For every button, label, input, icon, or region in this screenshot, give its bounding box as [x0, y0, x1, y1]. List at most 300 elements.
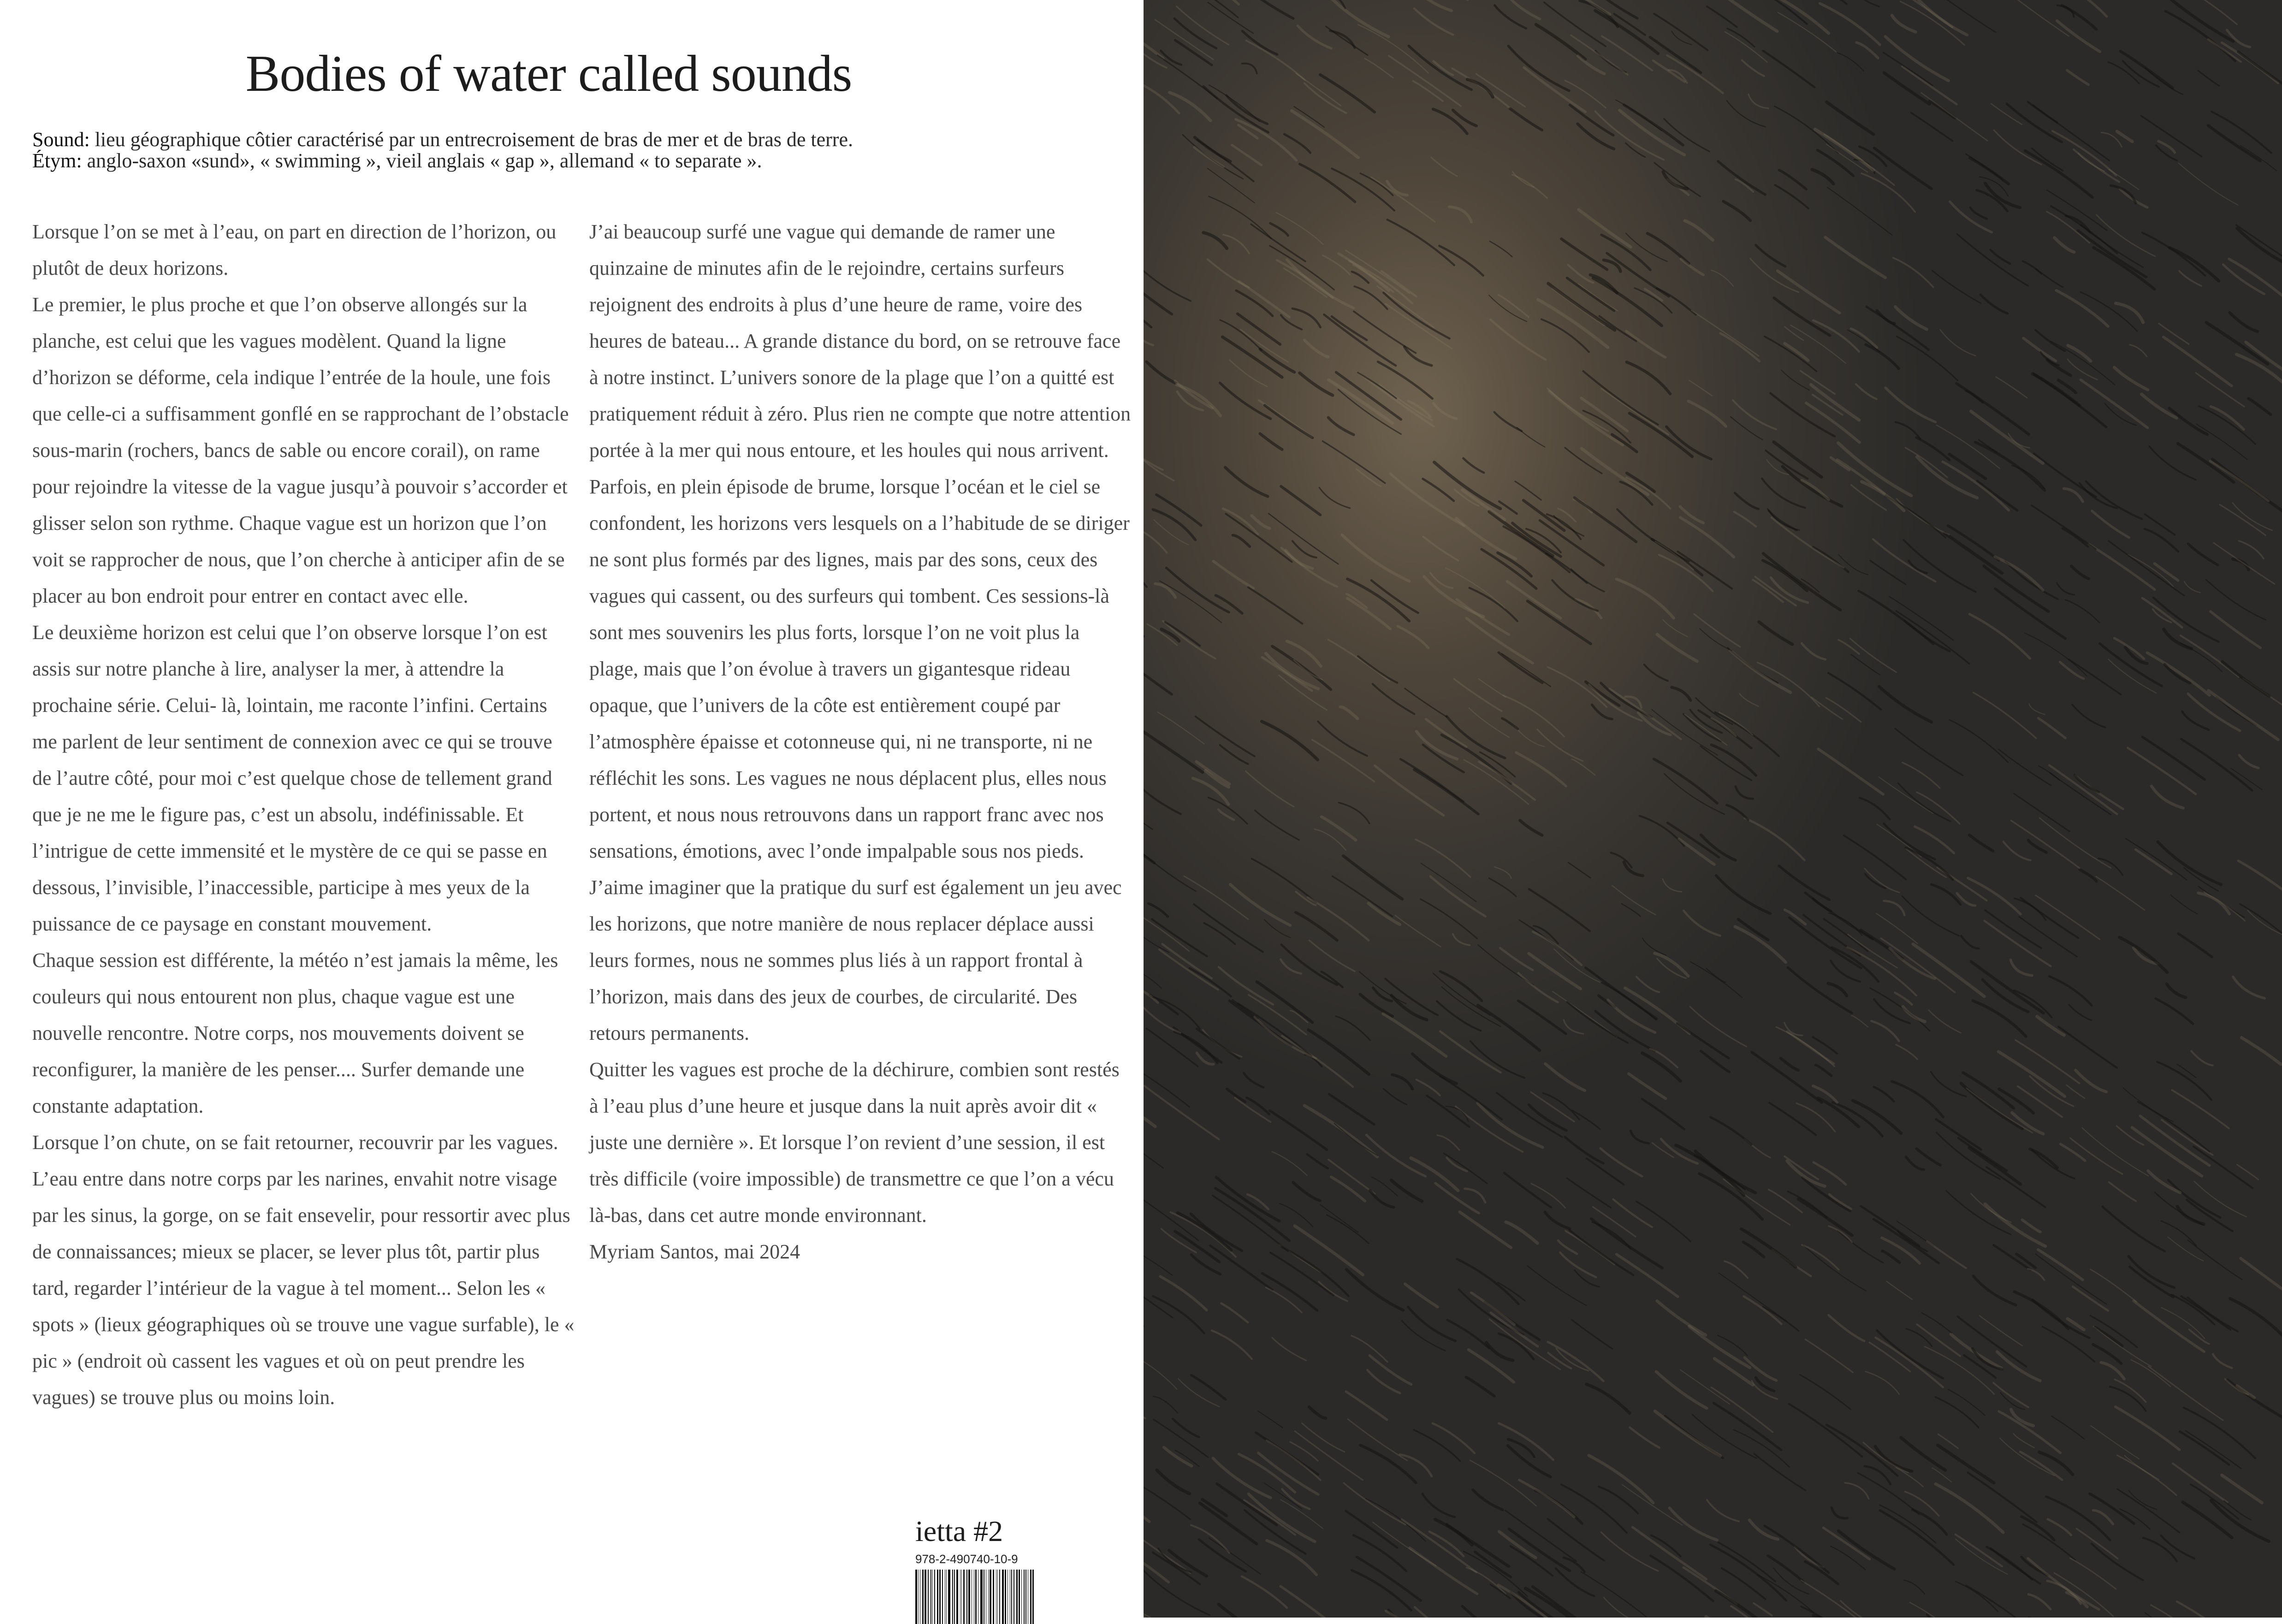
- ripple-stroke: [1977, 481, 2017, 510]
- ripple-stroke: [1561, 1485, 1627, 1533]
- ripple-stroke: [1414, 770, 1478, 814]
- ripple-stroke: [1242, 64, 1257, 74]
- ripple-stroke: [1851, 329, 1877, 348]
- ripple-stroke: [1932, 271, 1981, 303]
- ripple-stroke: [1734, 512, 1756, 527]
- ripple-stroke: [1917, 1324, 1960, 1356]
- ripple-stroke: [1144, 1568, 1210, 1615]
- ripple-stroke: [1144, 556, 1147, 587]
- ripple-stroke: [1663, 620, 1688, 637]
- ripple-stroke: [1528, 1266, 1587, 1305]
- ripple-stroke: [1910, 1602, 1960, 1618]
- ripple-stroke: [2049, 976, 2092, 1006]
- ripple-stroke: [2239, 755, 2258, 768]
- ripple-stroke: [2098, 859, 2123, 875]
- ripple-stroke: [1260, 434, 1282, 450]
- ripple-stroke: [1244, 1073, 1264, 1087]
- ripple-stroke: [2090, 1494, 2134, 1524]
- ripple-stroke: [1440, 246, 1483, 275]
- barcode-bar: [934, 1570, 935, 1624]
- ripple-stroke: [1630, 413, 1692, 456]
- barcode-bar: [952, 1570, 953, 1624]
- ripple-stroke: [1281, 486, 1320, 515]
- ripple-stroke: [1935, 1397, 1979, 1428]
- ripple-stroke: [1980, 1316, 2022, 1345]
- ripple-stroke: [1389, 56, 1461, 106]
- ripple-stroke: [1831, 1547, 1865, 1570]
- ripple-stroke: [1506, 1511, 1577, 1561]
- ripple-stroke: [1383, 1014, 1446, 1056]
- ripple-stroke: [1860, 798, 1890, 819]
- ripple-stroke: [1223, 509, 1258, 534]
- ripple-stroke: [1901, 1438, 1945, 1470]
- ripple-stroke: [1270, 246, 1334, 290]
- ripple-stroke: [1812, 697, 1843, 719]
- ripple-stroke: [1781, 1058, 1799, 1070]
- ripple-stroke: [1985, 910, 2041, 948]
- ripple-stroke: [1689, 380, 1712, 396]
- ripple-stroke: [2093, 1510, 2113, 1524]
- ripple-stroke: [1236, 290, 1273, 316]
- ripple-stroke: [1529, 889, 1590, 931]
- ripple-stroke: [2248, 398, 2270, 415]
- ripple-stroke: [1417, 1079, 1440, 1095]
- ripple-stroke: [2116, 1407, 2180, 1450]
- ripple-stroke: [2184, 868, 2218, 891]
- ripple-stroke: [1320, 75, 1375, 112]
- ripple-stroke: [1916, 1149, 1940, 1165]
- ripple-stroke: [1595, 11, 1658, 53]
- ripple-stroke: [2181, 1296, 2231, 1330]
- ripple-stroke: [1853, 0, 1879, 6]
- ripple-stroke: [1904, 1580, 1925, 1594]
- ripple-stroke: [1714, 1358, 1753, 1385]
- ripple-stroke: [1958, 1138, 2007, 1171]
- ripple-stroke: [2168, 1180, 2220, 1218]
- ripple-stroke: [2051, 1416, 2084, 1439]
- ripple-stroke: [1460, 1212, 1511, 1247]
- ripple-stroke: [1617, 1254, 1678, 1297]
- ripple-stroke: [1524, 67, 1585, 112]
- ripple-stroke: [1462, 1606, 1511, 1618]
- ripple-stroke: [2014, 1434, 2034, 1447]
- ripple-stroke: [1144, 302, 1151, 327]
- ripple-stroke: [1499, 501, 1517, 514]
- ripple-stroke: [1800, 1375, 1850, 1409]
- ripple-stroke: [2046, 1497, 2110, 1541]
- definition-term: Étym:: [32, 149, 82, 172]
- ripple-stroke: [1961, 936, 1979, 948]
- ripple-stroke: [1811, 385, 1859, 420]
- ripple-stroke: [2080, 870, 2096, 881]
- ripple-stroke: [1851, 655, 1880, 675]
- ripple-stroke: [1358, 24, 1428, 73]
- ripple-stroke: [1727, 805, 1749, 820]
- ripple-stroke: [1856, 384, 1877, 399]
- ripple-stroke: [1755, 577, 1796, 605]
- ripple-stroke: [1745, 818, 1805, 860]
- ripple-stroke: [1570, 105, 1613, 136]
- ripple-stroke: [1826, 1425, 1897, 1476]
- isbn-number: 978-2-490740-10-9: [915, 1551, 1035, 1567]
- ripple-stroke: [1720, 333, 1760, 362]
- ripple-stroke: [2095, 1327, 2122, 1346]
- ripple-stroke: [1915, 827, 1954, 853]
- ripple-stroke: [2072, 705, 2105, 727]
- ripple-stroke: [1879, 777, 1933, 813]
- ripple-stroke: [2237, 1386, 2254, 1398]
- ripple-stroke: [2120, 1509, 2150, 1529]
- definition-text: anglo-saxon «sund», « swimming », vieil anglais « gap », allemand « to separate ».: [82, 149, 762, 172]
- ripple-stroke: [1841, 1601, 1881, 1618]
- ripple-stroke: [1831, 457, 1849, 470]
- ripple-stroke: [1829, 1315, 1865, 1341]
- ripple-stroke: [2032, 148, 2063, 171]
- ripple-stroke: [1149, 903, 1168, 916]
- ripple-stroke: [1489, 295, 1527, 321]
- ripple-stroke: [1895, 307, 1926, 329]
- ripple-stroke: [1304, 340, 1328, 357]
- ripple-stroke: [1222, 337, 1282, 378]
- ripple-stroke: [1727, 101, 1766, 127]
- ripple-stroke: [1719, 1273, 1787, 1321]
- barcode-bar: [1024, 1570, 1025, 1624]
- ripple-stroke: [1897, 337, 1957, 380]
- ripple-stroke: [1144, 1493, 1150, 1522]
- ripple-stroke: [2237, 228, 2282, 269]
- ripple-stroke: [1144, 985, 1158, 1002]
- ripple-stroke: [1292, 308, 1321, 327]
- barcode-bar: [925, 1570, 927, 1624]
- ripple-stroke: [1774, 298, 1830, 336]
- ripple-stroke: [2054, 1573, 2113, 1616]
- ripple-stroke: [1906, 848, 1953, 880]
- ripple-stroke: [1948, 1389, 1985, 1415]
- ripple-stroke: [1950, 454, 1986, 479]
- ripple-stroke: [1196, 717, 1255, 757]
- barcode-bar: [999, 1570, 1000, 1624]
- ripple-stroke: [1212, 1330, 1252, 1359]
- ripple-stroke: [2062, 6, 2097, 30]
- ripple-stroke: [1440, 1031, 1500, 1073]
- ripple-stroke: [1219, 1604, 1267, 1618]
- ripple-stroke: [1970, 158, 2009, 184]
- ripple-stroke: [1433, 109, 1467, 134]
- barcode-bar: [1025, 1570, 1026, 1624]
- ripple-stroke: [1518, 973, 1558, 1002]
- ripple-stroke: [1874, 148, 1932, 189]
- ripple-stroke: [1950, 720, 2008, 762]
- ripple-stroke: [1309, 940, 1355, 971]
- ripple-stroke: [1194, 147, 1223, 167]
- paragraph: Quitter les vagues est proche de la déchirure, combien sont restés à l’eau plus d’une heure et jusque dans la nuit après avoir dit « juste une dernière ». Et lorsque l’on revient d’une session, il est très difficile (voire impossible) de transmettre ce que l’on a vécu là-bas, dans cet autre monde environnant.: [589, 1051, 1133, 1233]
- ripple-stroke: [1756, 245, 1785, 266]
- ripple-stroke: [1392, 1075, 1412, 1089]
- ripple-stroke: [2011, 960, 2032, 976]
- ripple-stroke: [1922, 1313, 1951, 1333]
- ripple-stroke: [2178, 934, 2212, 957]
- ripple-stroke: [1636, 977, 1660, 992]
- ripple-stroke: [1875, 1446, 1912, 1471]
- ripple-stroke: [2056, 0, 2107, 17]
- ripple-stroke: [2222, 1475, 2262, 1503]
- ripple-stroke: [1315, 829, 1346, 850]
- ripple-stroke: [2179, 271, 2201, 286]
- ripple-stroke: [1556, 1569, 1594, 1596]
- ripple-stroke: [2199, 406, 2255, 444]
- ripple-stroke: [2186, 1431, 2241, 1469]
- ripple-stroke: [2078, 231, 2146, 277]
- ripple-stroke: [1895, 993, 1912, 1005]
- ripple-stroke: [1818, 749, 1883, 794]
- ripple-stroke: [1722, 1568, 1766, 1599]
- ripple-stroke: [1405, 347, 1432, 366]
- ripple-stroke: [1490, 241, 1512, 257]
- ripple-stroke: [1194, 904, 1263, 952]
- ripple-stroke: [1592, 705, 1612, 719]
- ripple-stroke: [1328, 417, 1354, 434]
- ripple-stroke: [1884, 824, 1935, 859]
- ripple-stroke: [1762, 479, 1805, 508]
- ripple-stroke: [2047, 360, 2071, 375]
- ripple-stroke: [2168, 1237, 2203, 1261]
- ripple-stroke: [1731, 651, 1790, 693]
- ripple-stroke: [1444, 1153, 1487, 1184]
- ripple-stroke: [1270, 223, 1288, 236]
- ripple-stroke: [1644, 664, 1668, 681]
- ripple-stroke: [1153, 1396, 1178, 1413]
- ripple-stroke: [1622, 1485, 1682, 1525]
- ripple-stroke: [2042, 1327, 2094, 1362]
- ripple-stroke: [2080, 483, 2117, 508]
- ripple-stroke: [2198, 71, 2219, 86]
- ripple-stroke: [1499, 295, 1529, 317]
- ripple-stroke: [1537, 729, 1583, 761]
- ripple-stroke: [1434, 403, 1457, 419]
- ripple-stroke: [1545, 1064, 1584, 1091]
- ripple-stroke: [1169, 93, 1210, 121]
- ripple-stroke: [1861, 1206, 1919, 1246]
- ripple-stroke: [1765, 336, 1817, 371]
- ripple-stroke: [1144, 1256, 1172, 1275]
- ripple-stroke: [1812, 170, 1833, 184]
- ripple-stroke: [1670, 1508, 1717, 1540]
- ripple-stroke: [2060, 662, 2083, 679]
- ripple-stroke: [1769, 1103, 1816, 1135]
- ripple-stroke: [1779, 866, 1829, 900]
- ripple-stroke: [1516, 753, 1566, 786]
- ripple-stroke: [1974, 693, 2036, 738]
- ripple-stroke: [1966, 391, 1983, 403]
- ripple-stroke: [1654, 759, 1718, 803]
- ripple-stroke: [1255, 811, 1299, 840]
- ripple-stroke: [1360, 1445, 1416, 1482]
- ripple-stroke: [1471, 1292, 1515, 1324]
- ripple-stroke: [1469, 1350, 1514, 1382]
- ripple-stroke: [2208, 125, 2260, 161]
- ripple-stroke: [1886, 1281, 1912, 1299]
- ripple-stroke: [1664, 774, 1724, 814]
- barcode-bar: [1011, 1570, 1012, 1624]
- ripple-stroke: [2233, 977, 2264, 998]
- ripple-stroke: [1191, 1375, 1226, 1399]
- ripple-stroke: [1750, 259, 1799, 292]
- ripple-stroke: [1736, 787, 1753, 799]
- ripple-stroke: [2148, 1171, 2181, 1192]
- ripple-stroke: [1358, 656, 1397, 683]
- ripple-stroke: [2007, 104, 2062, 142]
- ripple-stroke: [1391, 1180, 1422, 1201]
- ripple-stroke: [1220, 320, 1262, 350]
- paragraph: Chaque session est différente, la météo n’est jamais la même, les couleurs qui nous entourent non plus, chaque vague est une nouvelle rencontre. Notre corps, nos mouvements doivent se reconfigurer, la manière de les penser.... Surfer demande une constante adaptation.: [32, 942, 576, 1124]
- ripple-stroke: [1295, 1226, 1363, 1275]
- ripple-stroke: [1499, 1423, 1553, 1460]
- ripple-stroke: [2210, 461, 2268, 501]
- ripple-stroke: [1328, 640, 1390, 681]
- ripple-stroke: [2145, 529, 2178, 551]
- ripple-stroke: [1386, 304, 1452, 349]
- ripple-stroke: [1494, 412, 1522, 431]
- ripple-stroke: [2188, 694, 2240, 731]
- ripple-stroke: [2065, 600, 2099, 623]
- ripple-stroke: [2141, 116, 2201, 157]
- ripple-stroke: [2032, 505, 2096, 549]
- ripple-stroke: [1582, 449, 1648, 495]
- ripple-stroke: [1771, 578, 1808, 603]
- ripple-stroke: [1155, 584, 1175, 598]
- ripple-stroke: [1589, 1455, 1654, 1503]
- ripple-stroke: [1452, 68, 1510, 107]
- ripple-stroke: [1276, 213, 1323, 244]
- ripple-stroke: [1902, 896, 1959, 936]
- ripple-stroke: [1946, 1191, 2011, 1234]
- ripple-stroke: [1209, 1538, 1261, 1574]
- ripple-stroke: [1515, 727, 1544, 747]
- ripple-stroke: [1700, 628, 1732, 651]
- definition-term: Sound:: [32, 128, 90, 151]
- ripple-stroke: [1779, 170, 1806, 190]
- barcode-bar: [1016, 1570, 1018, 1624]
- ripple-stroke: [1547, 514, 1581, 539]
- ripple-stroke: [2172, 1295, 2215, 1325]
- ripple-stroke: [2037, 1017, 2064, 1036]
- ripple-stroke: [2134, 1301, 2204, 1351]
- ripple-stroke: [2029, 704, 2045, 714]
- ripple-stroke: [1470, 588, 1517, 621]
- ripple-stroke: [1490, 320, 1546, 360]
- ripple-stroke: [2103, 1207, 2165, 1251]
- ripple-stroke: [1880, 1505, 1936, 1543]
- ripple-stroke: [1208, 168, 1255, 203]
- ripple-stroke: [1720, 0, 1777, 31]
- ripple-stroke: [1837, 53, 1864, 71]
- ripple-stroke: [1707, 1500, 1739, 1522]
- ripple-stroke: [1434, 462, 1500, 509]
- barcode-bar: [990, 1570, 991, 1624]
- ripple-stroke: [2178, 444, 2234, 482]
- imprint: [915, 1515, 1035, 1624]
- ripple-stroke: [1258, 1411, 1282, 1428]
- ripple-stroke: [2047, 190, 2107, 231]
- ripple-stroke: [1293, 1183, 1320, 1201]
- ripple-stroke: [1610, 689, 1681, 740]
- ripple-stroke: [1995, 589, 2065, 639]
- ripple-stroke: [1969, 835, 1993, 851]
- ripple-stroke: [1735, 927, 1786, 962]
- ripple-stroke: [1340, 707, 1357, 718]
- ripple-stroke: [1233, 1001, 1257, 1019]
- ripple-stroke: [2236, 225, 2282, 260]
- ripple-stroke: [1395, 915, 1441, 947]
- ripple-stroke: [2142, 598, 2182, 628]
- ripple-stroke: [1213, 561, 1253, 588]
- ripple-stroke: [1146, 362, 1175, 383]
- ripple-stroke: [1986, 1167, 2045, 1207]
- ripple-stroke: [2116, 303, 2143, 323]
- ripple-stroke: [1308, 897, 1369, 940]
- ripple-stroke: [1333, 876, 1393, 916]
- barcode-bar: [1030, 1570, 1032, 1624]
- ripple-stroke: [1655, 1411, 1720, 1456]
- ripple-stroke: [2163, 337, 2232, 386]
- ripple-stroke: [1144, 290, 1172, 314]
- ripple-stroke: [1898, 783, 1950, 821]
- barcode-bar: [918, 1570, 919, 1624]
- ripple-stroke: [2153, 598, 2218, 642]
- ripple-stroke: [2075, 1070, 2106, 1092]
- ripple-stroke: [2051, 206, 2117, 254]
- ripple-stroke: [1298, 26, 1331, 48]
- barcode-bar: [961, 1570, 962, 1624]
- ripple-stroke: [1328, 1160, 1375, 1194]
- ripple-stroke: [1232, 145, 1262, 166]
- ripple-stroke: [1144, 785, 1181, 814]
- ripple-stroke: [1307, 1154, 1328, 1168]
- ripple-stroke: [1347, 599, 1390, 629]
- ripple-stroke: [2119, 937, 2167, 972]
- ripple-stroke: [1690, 962, 1742, 998]
- ripple-stroke: [1523, 500, 1565, 530]
- ripple-stroke: [2193, 1147, 2252, 1188]
- ripple-stroke: [1906, 1157, 1924, 1170]
- ripple-stroke: [1896, 611, 1969, 664]
- ripple-stroke: [1351, 1570, 1411, 1610]
- ripple-stroke: [2128, 748, 2196, 794]
- ripple-stroke: [2156, 999, 2193, 1024]
- ripple-stroke: [2090, 1316, 2137, 1347]
- ripple-stroke: [1287, 641, 1321, 666]
- ripple-stroke: [1850, 639, 1896, 672]
- ripple-stroke: [2092, 1544, 2143, 1580]
- ripple-stroke: [1752, 1052, 1821, 1102]
- ripple-stroke: [1343, 856, 1402, 899]
- ripple-stroke: [2038, 1250, 2083, 1280]
- ripple-stroke: [1318, 722, 1367, 756]
- water-texture-photo: [1144, 0, 2282, 1618]
- ripple-stroke: [2155, 563, 2178, 581]
- ripple-stroke: [1360, 994, 1393, 1016]
- ripple-stroke: [1805, 1562, 1838, 1584]
- ripple-stroke: [1164, 1447, 1191, 1466]
- ripple-stroke: [2188, 1240, 2242, 1280]
- ripple-stroke: [1266, 1287, 1302, 1312]
- ripple-stroke: [1680, 517, 1734, 557]
- ripple-stroke: [1667, 823, 1719, 857]
- ripple-stroke: [2189, 1329, 2209, 1344]
- ripple-stroke: [1220, 383, 1271, 419]
- ripple-stroke: [1984, 921, 2051, 966]
- ripple-stroke: [1814, 1162, 1846, 1185]
